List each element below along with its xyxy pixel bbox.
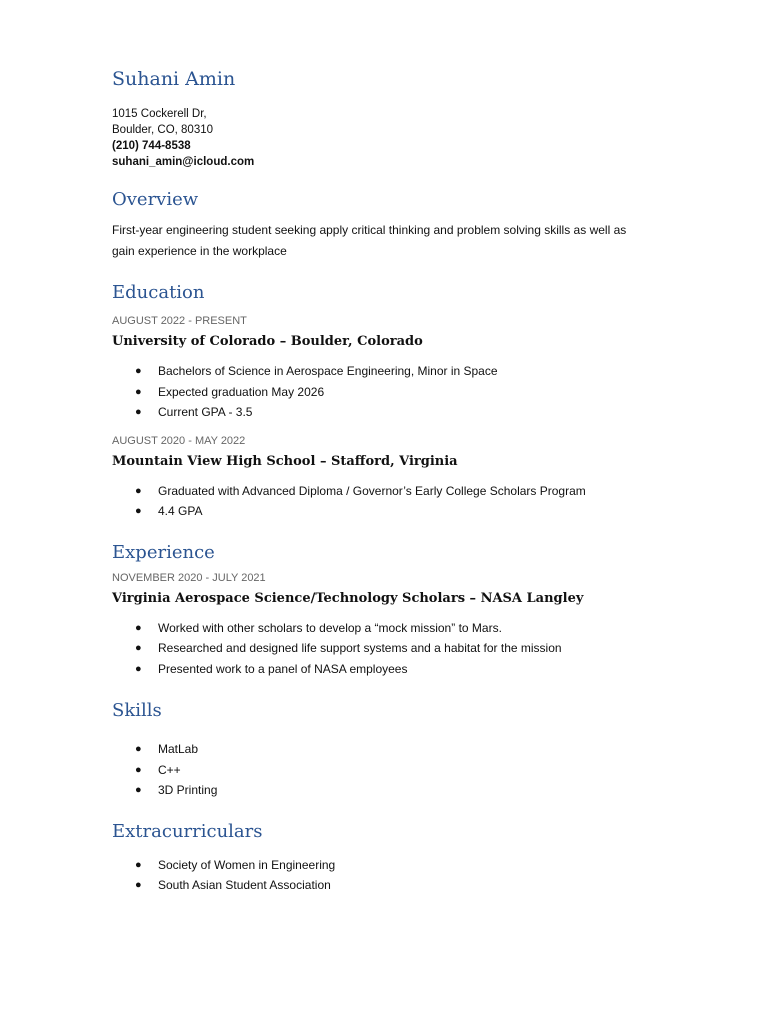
overview-text-line-1: First-year engineering student seeking apply critical thinking and problem solving skills as well as <box>112 223 627 237</box>
list-item-text: Graduated with Advanced Diploma / Governor’s Early College Scholars Program <box>158 483 586 498</box>
bullet-icon: ● <box>135 406 142 418</box>
experience-heading: Experience <box>112 541 215 563</box>
list-item-text: 3D Printing <box>158 783 218 797</box>
entry-title: Virginia Aerospace Science/Technology Scholars – NASA Langley <box>112 590 584 606</box>
email-address: suhani_amin@icloud.com <box>112 156 255 168</box>
list-item <box>112 361 672 382</box>
list-item <box>112 855 672 876</box>
overview-section <box>112 187 672 262</box>
list-item <box>112 402 672 423</box>
entry-date: AUGUST 2020 - MAY 2022 <box>112 434 246 447</box>
overview-text-line-2: gain experience in the workplace <box>112 244 287 258</box>
overview-heading: Overview <box>112 189 199 210</box>
list-item <box>112 501 672 522</box>
entry-title: University of Colorado – Boulder, Colorado <box>112 334 423 349</box>
list-item-text: MatLab <box>158 742 199 756</box>
list-item-text: Society of Women in Engineering <box>158 857 336 872</box>
bullet-icon: ● <box>135 784 142 796</box>
address-line-2: Boulder, CO, 80310 <box>112 124 214 136</box>
list-item <box>112 638 672 659</box>
bullet-icon: ● <box>135 385 142 398</box>
phone-number: (210) 744-8538 <box>112 140 191 152</box>
skills-list <box>112 739 672 801</box>
bullet-icon: ● <box>135 642 142 654</box>
bullet-icon: ● <box>135 505 142 517</box>
list-item-text: 4.4 GPA <box>158 504 203 518</box>
list-item-text: Expected graduation May 2026 <box>158 384 325 399</box>
education-entry <box>112 314 672 423</box>
list-item-text: Current GPA - 3.5 <box>158 405 253 419</box>
entry-date: AUGUST 2022 - PRESENT <box>112 315 247 327</box>
entry-date: NOVEMBER 2020 - JULY 2021 <box>112 571 266 584</box>
skills-heading: Skills <box>112 700 162 721</box>
skills-section <box>112 698 672 801</box>
experience-section <box>112 540 672 680</box>
bullet-icon: ● <box>135 879 142 891</box>
entry-bullets <box>112 361 672 423</box>
extracurriculars-heading: Extracurriculars <box>112 820 263 842</box>
entry-title: Mountain View High School – Stafford, Virginia <box>112 453 458 469</box>
list-item-text: Researched and designed life support systems and a habitat for the mission <box>158 641 562 655</box>
list-item <box>112 618 672 639</box>
list-item-text: Worked with other scholars to develop a “mock mission” to Mars. <box>158 620 502 635</box>
experience-entry <box>112 571 672 680</box>
bullet-icon: ● <box>135 743 142 755</box>
header <box>112 66 672 170</box>
list-item <box>112 382 672 403</box>
bullet-icon: ● <box>135 365 142 377</box>
extracurriculars-section <box>112 819 672 896</box>
bullet-icon: ● <box>135 858 142 871</box>
list-item <box>112 760 672 781</box>
list-item <box>112 481 672 502</box>
list-item <box>112 875 672 896</box>
address-line-1: 1015 Cockerell Dr, <box>112 108 207 120</box>
entry-bullets <box>112 481 672 522</box>
education-section <box>112 280 672 522</box>
list-item <box>112 739 672 760</box>
list-item-text: C++ <box>158 762 181 777</box>
list-item <box>112 780 672 801</box>
list-item <box>112 659 672 680</box>
bullet-icon: ● <box>135 621 142 634</box>
bullet-icon: ● <box>135 484 142 497</box>
education-heading: Education <box>112 282 205 303</box>
entry-bullets <box>112 618 672 680</box>
extracurriculars-list <box>112 855 672 896</box>
bullet-icon: ● <box>135 763 142 776</box>
education-entry <box>112 434 672 522</box>
resume-page <box>112 66 672 896</box>
list-item-text: South Asian Student Association <box>158 878 331 892</box>
bullet-icon: ● <box>135 662 142 675</box>
list-item-text: Bachelors of Science in Aerospace Engineering, Minor in Space <box>158 364 498 378</box>
candidate-name: Suhani Amin <box>112 68 236 90</box>
list-item-text: Presented work to a panel of NASA employees <box>158 661 408 676</box>
